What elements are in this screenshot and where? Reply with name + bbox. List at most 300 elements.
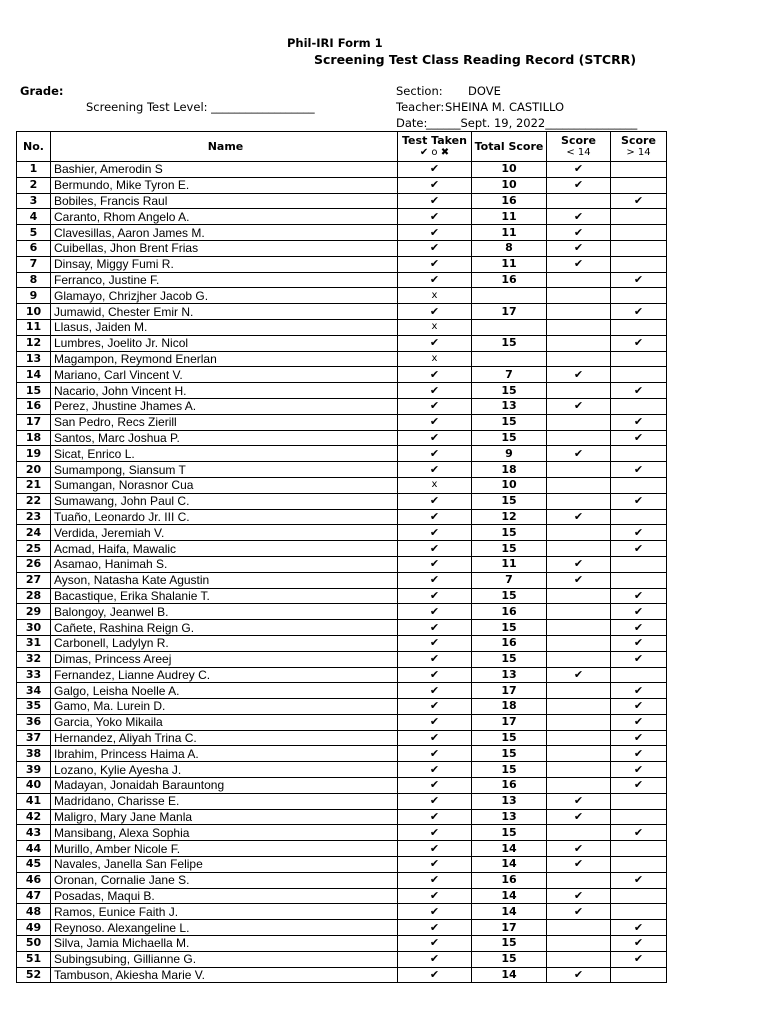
total-score: 15	[472, 414, 547, 430]
student-name: Mansibang, Alexa Sophia	[51, 825, 398, 841]
total-score: 10	[472, 477, 547, 493]
test-taken-mark: ✔	[398, 367, 472, 383]
total-score: 15	[472, 746, 547, 762]
score-above-14-mark: ✔	[611, 604, 667, 620]
score-gt-label: Score	[621, 133, 656, 147]
test-taken-mark: ✔	[398, 714, 472, 730]
score-above-14-mark: ✔	[611, 683, 667, 699]
total-score: 15	[472, 951, 547, 967]
student-name: Cuibellas, Jhon Brent Frias	[51, 240, 398, 256]
row-number: 20	[17, 462, 51, 478]
score-below-14-mark	[547, 936, 611, 952]
score-above-14-mark: ✔	[611, 920, 667, 936]
score-lt-label: Score	[561, 133, 596, 147]
test-taken-mark: ✔	[398, 762, 472, 778]
student-name: Hernandez, Aliyah Trina C.	[51, 730, 398, 746]
test-taken-mark: ✔	[398, 209, 472, 225]
score-above-14-mark: ✔	[611, 462, 667, 478]
table-row	[17, 651, 667, 667]
test-taken-mark: ✔	[398, 335, 472, 351]
student-name: Caranto, Rhom Angelo A.	[51, 209, 398, 225]
test-taken-legend: ✔ o ✖	[419, 146, 450, 158]
score-above-14-mark	[611, 319, 667, 335]
score-below-14-mark	[547, 951, 611, 967]
table-row	[17, 351, 667, 367]
score-below-14-mark: ✔	[547, 809, 611, 825]
score-below-14-mark	[547, 635, 611, 651]
score-above-14-mark	[611, 556, 667, 572]
row-number: 37	[17, 730, 51, 746]
student-name: Glamayo, Chrizjher Jacob G.	[51, 288, 398, 304]
table-row	[17, 162, 667, 178]
test-taken-mark: ✔	[398, 920, 472, 936]
section-label: Section:	[396, 84, 443, 98]
score-above-14-mark: ✔	[611, 304, 667, 320]
score-below-14-mark	[547, 193, 611, 209]
test-taken-mark: ✔	[398, 177, 472, 193]
test-taken-mark: ✔	[398, 162, 472, 178]
score-above-14-mark: ✔	[611, 699, 667, 715]
score-above-14-mark	[611, 351, 667, 367]
student-name: Acmad, Haifa, Mawalic	[51, 541, 398, 557]
score-above-14-mark: ✔	[611, 730, 667, 746]
test-taken-mark: ✔	[398, 240, 472, 256]
score-below-14-mark: ✔	[547, 240, 611, 256]
student-name: Cañete, Rashina Reign G.	[51, 620, 398, 636]
table-row	[17, 383, 667, 399]
row-number: 36	[17, 714, 51, 730]
total-score: 11	[472, 556, 547, 572]
test-taken-mark: ✔	[398, 272, 472, 288]
total-score: 14	[472, 841, 547, 857]
student-name: Navales, Janella San Felipe	[51, 857, 398, 873]
row-number: 39	[17, 762, 51, 778]
total-score	[472, 288, 547, 304]
table-row	[17, 493, 667, 509]
test-taken-mark: ✔	[398, 951, 472, 967]
table-row	[17, 430, 667, 446]
test-taken-mark: ✔	[398, 778, 472, 794]
score-below-14-mark	[547, 288, 611, 304]
total-score: 17	[472, 304, 547, 320]
test-taken-mark: ✔	[398, 904, 472, 920]
total-score: 16	[472, 193, 547, 209]
test-taken-mark: ✔	[398, 525, 472, 541]
total-score: 13	[472, 667, 547, 683]
row-number: 33	[17, 667, 51, 683]
score-above-14-mark	[611, 477, 667, 493]
score-above-14-mark: ✔	[611, 825, 667, 841]
row-number: 52	[17, 967, 51, 983]
test-taken-mark: ✔	[398, 398, 472, 414]
column-header-no: No.	[17, 132, 51, 162]
table-row	[17, 525, 667, 541]
table-row	[17, 936, 667, 952]
score-below-14-mark: ✔	[547, 904, 611, 920]
score-below-14-mark	[547, 620, 611, 636]
score-lt-sub: < 14	[566, 146, 591, 158]
score-above-14-mark	[611, 256, 667, 272]
score-below-14-mark	[547, 304, 611, 320]
student-name: San Pedro, Recs Zierill	[51, 414, 398, 430]
score-below-14-mark	[547, 319, 611, 335]
score-above-14-mark	[611, 967, 667, 983]
table-row	[17, 683, 667, 699]
row-number: 42	[17, 809, 51, 825]
row-number: 41	[17, 793, 51, 809]
total-score: 15	[472, 335, 547, 351]
test-taken-mark: ✔	[398, 383, 472, 399]
row-number: 4	[17, 209, 51, 225]
test-taken-mark: ✔	[398, 730, 472, 746]
student-name: Dimas, Princess Areej	[51, 651, 398, 667]
table-row	[17, 967, 667, 983]
score-above-14-mark	[611, 509, 667, 525]
section-value: DOVE	[468, 84, 501, 98]
total-score: 15	[472, 620, 547, 636]
table-row	[17, 793, 667, 809]
row-number: 35	[17, 699, 51, 715]
score-above-14-mark	[611, 162, 667, 178]
score-below-14-mark: ✔	[547, 509, 611, 525]
test-taken-mark: ✔	[398, 588, 472, 604]
total-score: 16	[472, 604, 547, 620]
total-score: 16	[472, 778, 547, 794]
student-name: Nacario, John Vincent H.	[51, 383, 398, 399]
score-above-14-mark: ✔	[611, 525, 667, 541]
total-score	[472, 319, 547, 335]
score-below-14-mark	[547, 699, 611, 715]
score-below-14-mark: ✔	[547, 841, 611, 857]
row-number: 38	[17, 746, 51, 762]
row-number: 5	[17, 225, 51, 241]
table-row	[17, 604, 667, 620]
score-above-14-mark: ✔	[611, 778, 667, 794]
student-name: Bacastique, Erika Shalanie T.	[51, 588, 398, 604]
student-name: Bermundo, Mike Tyron E.	[51, 177, 398, 193]
score-below-14-mark	[547, 525, 611, 541]
score-above-14-mark: ✔	[611, 635, 667, 651]
row-number: 17	[17, 414, 51, 430]
row-number: 12	[17, 335, 51, 351]
test-taken-mark: ✔	[398, 651, 472, 667]
score-below-14-mark: ✔	[547, 225, 611, 241]
student-name: Perez, Jhustine Jhames A.	[51, 398, 398, 414]
table-row	[17, 588, 667, 604]
total-score: 15	[472, 525, 547, 541]
table-row	[17, 825, 667, 841]
score-below-14-mark	[547, 272, 611, 288]
test-taken-mark: ✔	[398, 635, 472, 651]
table-row	[17, 778, 667, 794]
student-name: Tuaño, Leonardo Jr. III C.	[51, 509, 398, 525]
table-row	[17, 335, 667, 351]
score-above-14-mark: ✔	[611, 193, 667, 209]
total-score: 7	[472, 367, 547, 383]
score-above-14-mark	[611, 841, 667, 857]
total-score: 17	[472, 920, 547, 936]
row-number: 23	[17, 509, 51, 525]
student-name: Asamao, Hanimah S.	[51, 556, 398, 572]
row-number: 2	[17, 177, 51, 193]
row-number: 16	[17, 398, 51, 414]
total-score: 16	[472, 635, 547, 651]
score-below-14-mark: ✔	[547, 793, 611, 809]
student-name: Dinsay, Miggy Fumi R.	[51, 256, 398, 272]
row-number: 15	[17, 383, 51, 399]
student-name: Balongoy, Jeanwel B.	[51, 604, 398, 620]
test-taken-mark: ✔	[398, 967, 472, 983]
score-below-14-mark	[547, 872, 611, 888]
row-number: 46	[17, 872, 51, 888]
row-number: 49	[17, 920, 51, 936]
student-name: Fernandez, Lianne Audrey C.	[51, 667, 398, 683]
student-name: Bashier, Amerodin S	[51, 162, 398, 178]
total-score: 13	[472, 398, 547, 414]
teacher-label: Teacher:	[396, 100, 445, 114]
score-below-14-mark	[547, 588, 611, 604]
total-score: 11	[472, 225, 547, 241]
student-name: Murillo, Amber Nicole F.	[51, 841, 398, 857]
score-above-14-mark	[611, 288, 667, 304]
table-row	[17, 951, 667, 967]
student-name: Magampon, Reymond Enerlan	[51, 351, 398, 367]
score-below-14-mark	[547, 920, 611, 936]
score-below-14-mark	[547, 714, 611, 730]
test-taken-mark: x	[398, 351, 472, 367]
date-value: ______Sept. 19, 2022________________	[426, 116, 638, 130]
total-score: 15	[472, 936, 547, 952]
test-taken-mark: ✔	[398, 699, 472, 715]
score-above-14-mark: ✔	[611, 651, 667, 667]
row-number: 48	[17, 904, 51, 920]
score-above-14-mark	[611, 240, 667, 256]
score-above-14-mark	[611, 572, 667, 588]
row-number: 29	[17, 604, 51, 620]
score-below-14-mark	[547, 493, 611, 509]
score-above-14-mark: ✔	[611, 714, 667, 730]
table-row	[17, 177, 667, 193]
table-row	[17, 446, 667, 462]
score-above-14-mark	[611, 888, 667, 904]
student-name: Madayan, Jonaidah Barauntong	[51, 778, 398, 794]
student-name: Santos, Marc Joshua P.	[51, 430, 398, 446]
table-body	[17, 162, 667, 983]
row-number: 6	[17, 240, 51, 256]
table-row	[17, 272, 667, 288]
total-score: 15	[472, 651, 547, 667]
table-row	[17, 193, 667, 209]
student-name: Lozano, Kylie Ayesha J.	[51, 762, 398, 778]
score-below-14-mark: ✔	[547, 367, 611, 383]
table-row	[17, 730, 667, 746]
row-number: 50	[17, 936, 51, 952]
score-below-14-mark	[547, 762, 611, 778]
total-score: 18	[472, 462, 547, 478]
student-name: Reynoso. Alexangeline L.	[51, 920, 398, 936]
test-taken-mark: ✔	[398, 746, 472, 762]
row-number: 28	[17, 588, 51, 604]
test-taken-mark: x	[398, 477, 472, 493]
table-row	[17, 699, 667, 715]
table-row	[17, 541, 667, 557]
score-below-14-mark: ✔	[547, 967, 611, 983]
row-number: 40	[17, 778, 51, 794]
row-number: 45	[17, 857, 51, 873]
table-row	[17, 857, 667, 873]
test-taken-mark: ✔	[398, 888, 472, 904]
table-row	[17, 809, 667, 825]
student-name: Lumbres, Joelito Jr. Nicol	[51, 335, 398, 351]
total-score: 17	[472, 683, 547, 699]
row-number: 32	[17, 651, 51, 667]
score-above-14-mark	[611, 398, 667, 414]
score-above-14-mark	[611, 667, 667, 683]
row-number: 18	[17, 430, 51, 446]
score-above-14-mark: ✔	[611, 588, 667, 604]
total-score: 15	[472, 588, 547, 604]
total-score: 15	[472, 825, 547, 841]
table-row	[17, 714, 667, 730]
total-score: 15	[472, 383, 547, 399]
score-below-14-mark: ✔	[547, 446, 611, 462]
total-score: 11	[472, 209, 547, 225]
test-taken-mark: x	[398, 288, 472, 304]
student-name: Madridano, Charisse E.	[51, 793, 398, 809]
row-number: 25	[17, 541, 51, 557]
table-row	[17, 240, 667, 256]
score-below-14-mark: ✔	[547, 667, 611, 683]
student-name: Sumampong, Siansum T	[51, 462, 398, 478]
test-taken-mark: ✔	[398, 304, 472, 320]
student-name: Galgo, Leisha Noelle A.	[51, 683, 398, 699]
total-score: 12	[472, 509, 547, 525]
test-taken-mark: ✔	[398, 493, 472, 509]
score-above-14-mark	[611, 177, 667, 193]
test-taken-mark: ✔	[398, 857, 472, 873]
table-row	[17, 920, 667, 936]
score-below-14-mark: ✔	[547, 256, 611, 272]
test-taken-mark: ✔	[398, 825, 472, 841]
table-row	[17, 477, 667, 493]
row-number: 27	[17, 572, 51, 588]
test-taken-mark: ✔	[398, 256, 472, 272]
score-below-14-mark	[547, 683, 611, 699]
column-header-test-taken	[398, 132, 472, 162]
score-below-14-mark: ✔	[547, 572, 611, 588]
column-header-name: Name	[51, 132, 398, 162]
score-below-14-mark	[547, 730, 611, 746]
score-below-14-mark	[547, 351, 611, 367]
table-row	[17, 746, 667, 762]
score-below-14-mark	[547, 541, 611, 557]
teacher-value: SHEINA M. CASTILLO	[445, 100, 565, 114]
table-row	[17, 256, 667, 272]
total-score	[472, 351, 547, 367]
row-number: 9	[17, 288, 51, 304]
student-name: Tambuson, Akiesha Marie V.	[51, 967, 398, 983]
screening-level-label: Screening Test Level: __________________	[86, 100, 315, 114]
score-below-14-mark: ✔	[547, 888, 611, 904]
total-score: 13	[472, 809, 547, 825]
score-below-14-mark: ✔	[547, 209, 611, 225]
score-below-14-mark	[547, 414, 611, 430]
score-above-14-mark: ✔	[611, 620, 667, 636]
score-below-14-mark	[547, 477, 611, 493]
test-taken-mark: ✔	[398, 556, 472, 572]
student-name: Ramos, Eunice Faith J.	[51, 904, 398, 920]
student-name: Carbonell, Ladylyn R.	[51, 635, 398, 651]
test-taken-mark: ✔	[398, 446, 472, 462]
row-number: 7	[17, 256, 51, 272]
total-score: 16	[472, 272, 547, 288]
score-above-14-mark: ✔	[611, 746, 667, 762]
student-name: Verdida, Jeremiah V.	[51, 525, 398, 541]
student-name: Ibrahim, Princess Haima A.	[51, 746, 398, 762]
score-below-14-mark: ✔	[547, 398, 611, 414]
test-taken-mark: ✔	[398, 936, 472, 952]
score-above-14-mark: ✔	[611, 951, 667, 967]
column-header-score-lt-14	[547, 132, 611, 162]
student-name: Ayson, Natasha Kate Agustin	[51, 572, 398, 588]
record-title: Screening Test Class Reading Record (STCRR)	[314, 52, 637, 67]
test-taken-mark: ✔	[398, 225, 472, 241]
score-gt-sub: > 14	[626, 146, 651, 158]
row-number: 14	[17, 367, 51, 383]
table-row	[17, 288, 667, 304]
table-row	[17, 319, 667, 335]
total-score: 18	[472, 699, 547, 715]
student-name: Sicat, Enrico L.	[51, 446, 398, 462]
table-row	[17, 556, 667, 572]
total-score: 13	[472, 793, 547, 809]
score-above-14-mark: ✔	[611, 272, 667, 288]
score-above-14-mark: ✔	[611, 936, 667, 952]
test-taken-label: Test Taken	[402, 133, 467, 147]
score-below-14-mark	[547, 430, 611, 446]
row-number: 24	[17, 525, 51, 541]
score-below-14-mark	[547, 746, 611, 762]
test-taken-mark: ✔	[398, 541, 472, 557]
row-number: 26	[17, 556, 51, 572]
student-name: Gamo, Ma. Lurein D.	[51, 699, 398, 715]
test-taken-mark: x	[398, 319, 472, 335]
row-number: 19	[17, 446, 51, 462]
score-below-14-mark	[547, 383, 611, 399]
score-above-14-mark	[611, 209, 667, 225]
total-score: 14	[472, 857, 547, 873]
row-number: 21	[17, 477, 51, 493]
total-score: 14	[472, 888, 547, 904]
row-number: 43	[17, 825, 51, 841]
row-number: 34	[17, 683, 51, 699]
row-number: 47	[17, 888, 51, 904]
table-row	[17, 762, 667, 778]
total-score: 15	[472, 730, 547, 746]
score-below-14-mark	[547, 604, 611, 620]
row-number: 13	[17, 351, 51, 367]
score-below-14-mark: ✔	[547, 857, 611, 873]
score-above-14-mark: ✔	[611, 541, 667, 557]
test-taken-mark: ✔	[398, 430, 472, 446]
test-taken-mark: ✔	[398, 620, 472, 636]
total-score: 10	[472, 162, 547, 178]
test-taken-mark: ✔	[398, 509, 472, 525]
total-score: 14	[472, 967, 547, 983]
student-name: Bobiles, Francis Raul	[51, 193, 398, 209]
test-taken-mark: ✔	[398, 793, 472, 809]
student-name: Llasus, Jaiden M.	[51, 319, 398, 335]
